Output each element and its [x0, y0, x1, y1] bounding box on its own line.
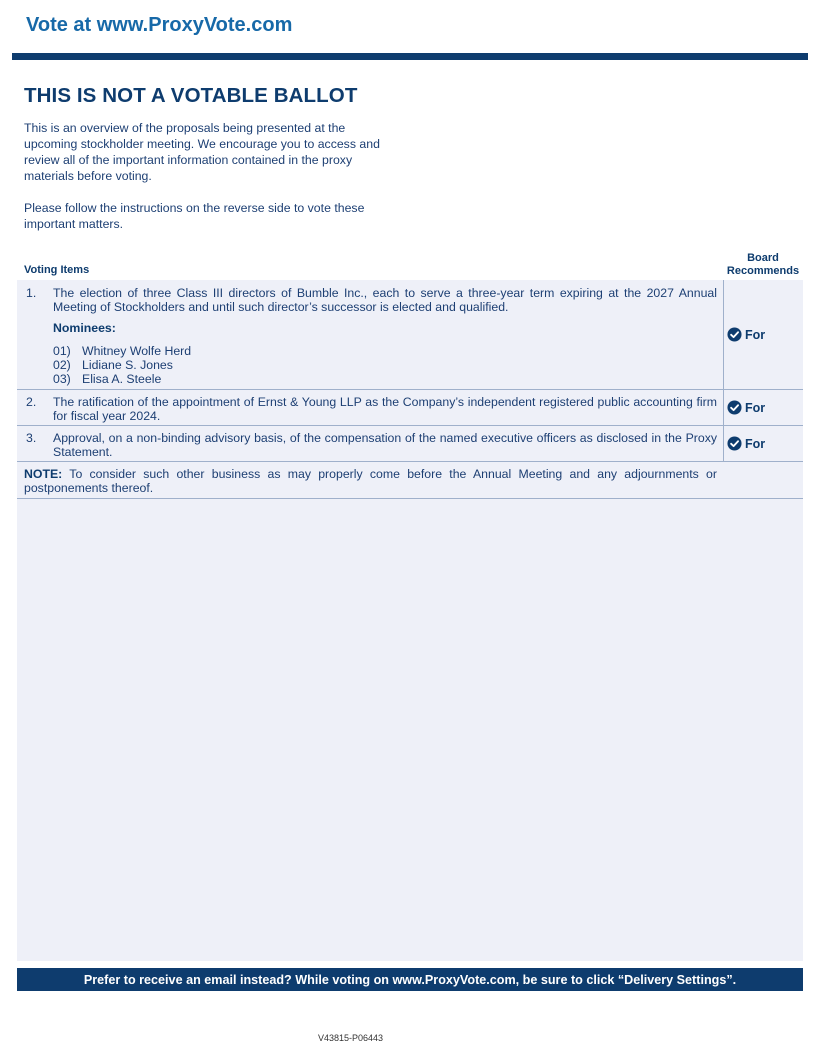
document-code: V43815-P06443	[318, 1033, 384, 1043]
note-text	[24, 467, 717, 495]
header-divider	[12, 53, 808, 60]
item-number: 2.	[26, 395, 37, 409]
column-divider	[723, 426, 724, 462]
nominee	[53, 344, 191, 358]
nominee-number: 01)	[53, 344, 71, 358]
proxyvote-link[interactable]: Vote at www.ProxyVote.com	[26, 14, 293, 36]
nominee	[53, 372, 161, 386]
page-title: THIS IS NOT A VOTABLE BALLOT	[24, 84, 358, 107]
note-label: NOTE:	[24, 467, 63, 481]
item-number: 3.	[26, 431, 37, 445]
item-description: The ratification of the appointment of Ernst & Young LLP as the Company’s independent registered public accounting firm for fiscal year 2024.	[53, 395, 717, 423]
recommendation-label: For	[745, 327, 766, 342]
check-circle-icon	[727, 327, 742, 342]
note-body: To consider such other business as may properly come before the Annual Meeting and any adjournments or postponements thereof.	[24, 467, 717, 495]
item-description: The election of three Class III directors of Bumble Inc., each to serve a three-year term expiring at the 2027 Annual Meeting of Stockholders and until such director’s successor is elected and qualified.	[53, 286, 717, 314]
email-banner-text: Prefer to receive an email instead? While voting on www.ProxyVote.com, be sure to click “Delivery Settings”.	[83, 972, 737, 987]
nominee-number: 03)	[53, 372, 71, 386]
board-recommends-header: Board Recommends	[726, 252, 800, 277]
nominee-name: Whitney Wolfe Herd	[82, 344, 192, 358]
recommendation	[727, 436, 765, 451]
nominees-label: Nominees:	[53, 321, 116, 335]
nominee-number: 02)	[53, 358, 71, 372]
nominee	[53, 358, 173, 372]
check-circle-icon	[727, 400, 742, 415]
recommendation-label: For	[745, 400, 766, 415]
intro-paragraph: This is an overview of the proposals being presented at the upcoming stockholder meeting. We encourage you to access and review all of the important information contained in the proxy materials before voting.	[24, 121, 380, 183]
email-delivery-banner	[17, 968, 803, 991]
item-description: Approval, on a non-binding advisory basis, of the compensation of the named executive officers as disclosed in the Proxy Statement.	[53, 431, 717, 459]
recommendation	[727, 327, 765, 342]
nominee-name: Lidiane S. Jones	[82, 358, 173, 372]
check-circle-icon	[727, 436, 742, 451]
column-divider	[723, 280, 724, 390]
nominee-name: Elisa A. Steele	[82, 372, 162, 386]
voting-items-header: Voting Items	[24, 264, 90, 276]
item-number: 1.	[26, 286, 37, 300]
instructions-paragraph: Please follow the instructions on the reverse side to vote these important matters.	[24, 201, 365, 231]
recommendation-label: For	[745, 436, 766, 451]
column-divider	[723, 390, 724, 426]
recommendation	[727, 400, 765, 415]
